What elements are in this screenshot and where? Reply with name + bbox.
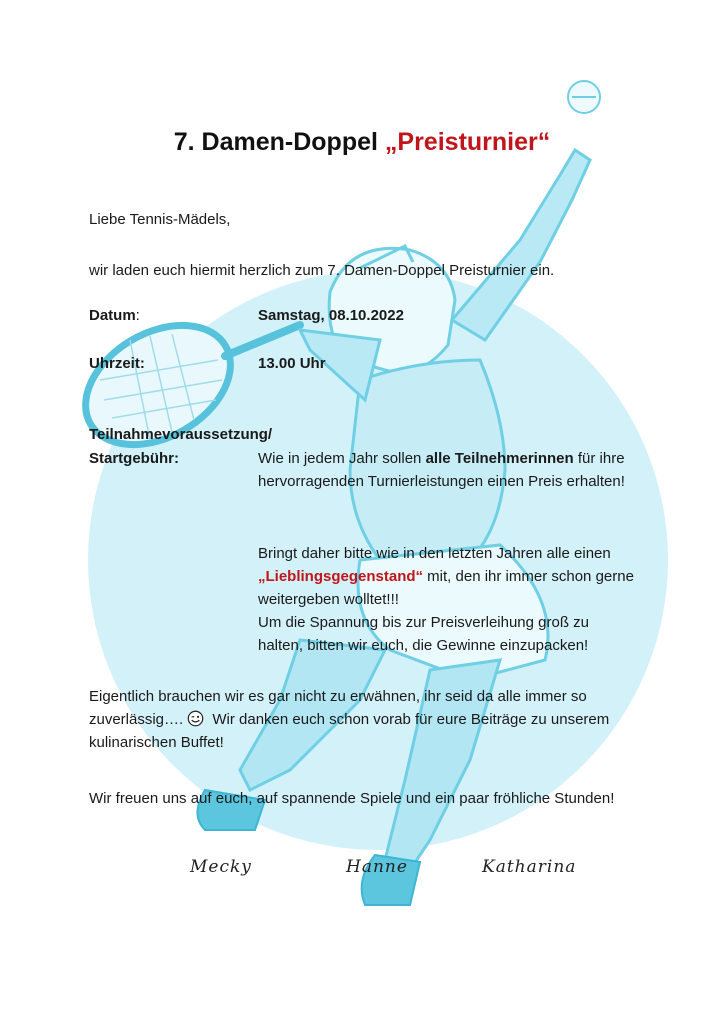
teilnahme-paragraph-1 [258, 447, 638, 493]
winking-smiley-icon [187, 710, 204, 727]
closing-part1: Eigentlich brauchen wir es gar nicht zu erwähnen, ihr seid da alle immer so zuverlässig…. [89, 688, 587, 728]
teilnahme-paragraph-2 [258, 542, 638, 657]
para2-part2: mit, den ihr immer schon gerne weitergeben wolltet!!! [258, 568, 634, 608]
signature-hanne: Hanne [346, 857, 408, 877]
uhrzeit-label: Uhrzeit: [89, 355, 145, 372]
closing-part2: Wir danken euch schon vorab für eure Beiträge zu unserem kulinarischen Buffet! [89, 711, 610, 751]
title-main: 7. Damen-Doppel [173, 128, 385, 156]
closing-paragraph [89, 685, 649, 754]
title-highlight: „Preisturnier“ [384, 128, 551, 156]
para2-part3: Um die Spannung bis zur Preisverleihung groß zu halten, bitten wir euch, die Gewinne einzupacken! [258, 614, 590, 654]
para2-part1: Bringt daher bitte wie in den letzten Jahren alle einen [258, 545, 611, 562]
signature-katharina: Katharina [482, 857, 577, 877]
signature-mecky: Mecky [190, 857, 252, 877]
datum-value: Samstag, 08.10.2022 [258, 307, 404, 324]
para1-part1: Wie in jedem Jahr sollen [258, 450, 426, 467]
page-title [0, 128, 724, 157]
datum-colon: : [135, 307, 140, 324]
uhrzeit-value: 13.00 Uhr [258, 355, 326, 372]
para1-bold: alle Teilnehmerinnen [425, 450, 574, 467]
datum-label: Datum [89, 307, 136, 324]
para1-part2: für ihre hervorragenden Turnierleistungen einen Preis erhalten! [258, 450, 625, 490]
lieblingsgegenstand-highlight: „Lieblingsgegenstand“ [258, 568, 424, 585]
invitation-text: wir laden euch hiermit herzlich zum 7. Damen-Doppel Preisturnier ein. [89, 262, 555, 279]
teilnahme-label-line2: Startgebühr: [89, 450, 179, 467]
final-sentence: Wir freuen uns auf euch, auf spannende Spiele und ein paar fröhliche Stunden! [89, 790, 615, 807]
datum-label-row [89, 304, 140, 327]
greeting: Liebe Tennis-Mädels, [89, 211, 231, 228]
teilnahme-label-line1: Teilnahmevoraussetzung/ [89, 426, 273, 443]
